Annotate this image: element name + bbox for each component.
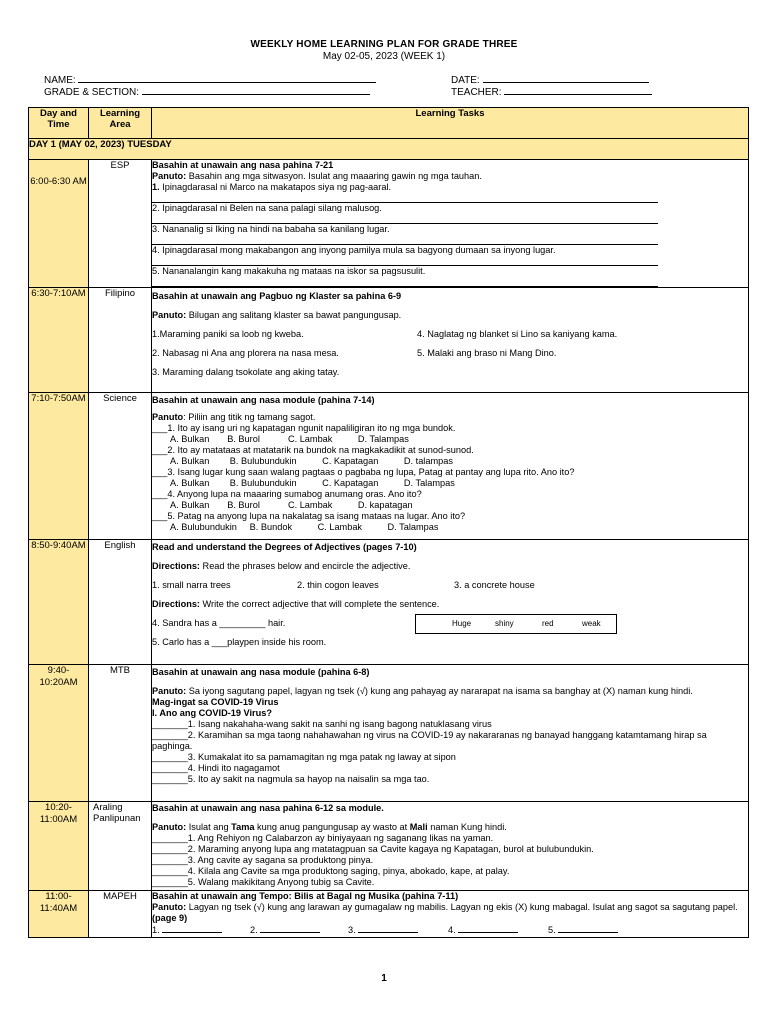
choices: A. Bulkan B. Burol C. Lambak D. Talampas [170,434,409,444]
answer-blank [162,924,222,933]
document-subtitle: May 02-05, 2023 (WEEK 1) [322,51,446,62]
name-line [78,73,376,83]
blank-number: 5. [548,925,556,935]
date-line [483,73,649,83]
panuto-text: naman Kung hindi. [427,822,507,832]
answer-blank [260,924,320,933]
list-item: 4. Sandra has a _________ hair. [152,618,286,628]
task-heading: Basahin at unawain ang Pagbuo ng Klaster sa pahina 6-9 [152,291,402,301]
tasks-cell [152,891,749,938]
grade-section-field [44,85,370,98]
answer-line [152,235,658,245]
task-heading: Read and understand the Degrees of Adjectives (pages 7-10) [152,542,417,552]
name-label: NAME: [44,75,76,86]
keyword-mali: Mali [409,822,428,832]
choices: A. Bulkan B. Burol C. Lambak D. kapatagan [170,500,413,510]
list-item: _______2. Maraming anyong lupa ang matatagpuan sa Cavite kagaya ng Kapatagan, burol at bulubundukin. [152,844,594,854]
panuto-text: Sa iyong sagutang papel, lagyan ng tsek (√) kung ang pahayag ay nararapat na isama sa banghay at (X) naman kung hindi. [186,686,693,696]
list-item: _______1. Isang nakahaha-wang sakit na sanhi ng isang bagong natuklasang virus [152,719,492,729]
panuto-text: Basahin ang mga sitwasyon. Isulat ang maaaring gawin ng mga tauhan. [186,171,482,181]
list-item: _______1. Ang Rehiyon ng Calabarzon ay biniyayaan ng saganang likas na yaman. [152,833,494,843]
time-cell: 10:20-11:00AM [29,802,89,891]
answer-line [152,193,658,203]
task-heading: Basahin at unawain ang nasa module (pahina 7-14) [152,395,375,405]
word-bank-item: shiny [495,619,514,628]
time-cell: 6:00-6:30 AM [29,160,89,288]
header-learning-tasks: Learning Tasks [152,108,749,139]
directions-label: Directions: [152,599,200,609]
panuto-label: Panuto: [152,310,187,320]
item-number: 1. [152,182,160,192]
day1-label: DAY 1 (MAY 02, 2023) TUESDAY [29,139,749,160]
list-item: 4. Naglatag ng blanket si Lino sa kaniyang kama. [417,329,618,339]
list-item: 3. Maraming dalang tsokolate ang aking tatay. [152,367,340,377]
panuto-text: Isulat ang [186,822,232,832]
word-bank-item: weak [582,619,601,628]
question: ___3. Isang lugar kung saan walang pagtaas o pagbaba ng lupa, Patag at pantay ang lupa rito. Ano ito? [152,467,575,477]
time-cell: 9:40-10:20AM [29,665,89,802]
area-cell: Science [89,393,152,540]
panuto-label: Panuto: [152,902,187,912]
task-heading: Basahin at unawain ang Tempo: Bilis at Bagal ng Musika (pahina 7-11) [152,891,459,901]
panuto-label: Panuto: [152,822,187,832]
question: ___5. Patag na anyong lupa na nakalatag sa isang mataas na lugar. Ano ito? [152,511,466,521]
time-cell: 8:50-9:40AM [29,540,89,665]
directions-text: Read the phrases below and encircle the adjective. [200,561,411,571]
header-day-time: Day and Time [29,108,89,139]
list-item: 2. Nabasag ni Ana ang plorera na nasa mesa. [152,348,339,358]
area-cell: MAPEH [89,891,152,938]
teacher-label: TEACHER: [451,87,502,98]
table-row [29,665,749,802]
teacher-line [504,85,652,95]
table-header-row [29,108,749,139]
directions-text: Write the correct adjective that will complete the sentence. [200,599,440,609]
header-learning-area: Learning Area [89,108,152,139]
answer-blank [358,924,418,933]
table-row [29,160,749,288]
tasks-cell [152,288,749,393]
task-heading: Basahin at unawain ang nasa module (pahina 6-8) [152,667,370,677]
answer-line [152,214,658,224]
question: ___1. Ito ay isang uri ng kapatagan ngunit napaliligiran ito ng mga bundok. [152,423,456,433]
list-item: _______2. Karamihan sa mga taong nahahawahan ng virus na COVID-19 ay nakararanas ng banayad hanggang katamtamang hirap sa paghinga. [152,730,707,751]
table-row [29,891,749,938]
page-number: 1 [381,973,387,984]
word-bank [415,614,617,634]
list-item: 4. Ipinagdarasal mong makabangon ang inyong pamilya mula sa bagyong dumaan sa inyong lugar. [152,245,556,255]
question: ___4. Anyong lupa na maaaring sumabog anumang oras. Ano ito? [152,489,422,499]
table-row [29,540,749,665]
panuto-label: Panuto: [152,686,187,696]
list-item: 3. Nananalig si Iking na hindi na babaha sa kanilang lugar. [152,224,390,234]
area-cell: English [89,540,152,665]
subheading: Mag-ingat sa COVID-19 Virus [152,697,279,707]
list-item: Ipinagdarasal ni Marco na makatapos siya ng pag-aaral. [159,182,392,192]
panuto-label: Panuto [152,412,184,422]
tasks-cell [152,665,749,802]
teacher-field [451,85,652,98]
choices: A. Bulkan B. Bulubundukin C. Kapatagan D. talampas [170,456,453,466]
learning-plan-table [28,107,749,938]
list-item: 2. Ipinagdarasal ni Belen na sana palagi silang malusog. [152,203,382,213]
list-item: _______4. Hindi ito nagagamot [152,763,280,773]
list-item: 5. Malaki ang braso ni Mang Dino. [417,348,557,358]
panuto-text: kung anug pangungusap ay wasto at [254,822,410,832]
list-item: 3. a concrete house [454,580,535,590]
grade-section-line [142,85,370,95]
panuto-label: Panuto: [152,171,187,181]
panuto-text: : Piliin ang titik ng tamang sagot. [183,412,316,422]
list-item: _______4. Kilala ang Cavite sa mga produktong saging, pinya, abokado, kape, at palay. [152,866,510,876]
answer-line [152,256,658,266]
time-cell: 11:00-11:40AM [29,891,89,938]
blank-number: 3. [348,925,356,935]
keyword-tama: Tama [231,822,255,832]
list-item: _______3. Kumakalat ito sa pamamagitan ng mga patak ng laway at sipon [152,752,456,762]
table-row [29,393,749,540]
list-item: _______5. Ito ay sakit na nagmula sa hayop na naisalin sa mga tao. [152,774,430,784]
answer-line [152,277,658,287]
date-label: DATE: [451,75,480,86]
table-row [29,288,749,393]
list-item: 5. Carlo has a ___playpen inside his room. [152,637,327,647]
blank-number: 4. [448,925,456,935]
panuto-text: Bilugan ang salitang klaster sa bawat pangungusap. [186,310,402,320]
area-cell: MTB [89,665,152,802]
list-item: 1.Maraming paniki sa loob ng kweba. [152,329,304,339]
task-heading: Basahin at unawain ang nasa pahina 6-12 sa module. [152,803,384,813]
choices: A. Bulkan B. Bulubundukin C. Kapatagan D. Talampas [170,478,455,488]
answer-blank [458,924,518,933]
word-bank-item: red [542,619,554,628]
day1-row [29,139,749,160]
time-cell: 6:30-7:10AM [29,288,89,393]
directions-label: Directions: [152,561,200,571]
panuto-text: Lagyan ng tsek (√) kung ang larawan ay gumagalaw ng mabilis. Lagyan ng ekis (X) kung mabagal. Isulat ang sagot sa sagutang papel. [186,902,738,912]
question: ___2. Ito ay matataas at matatarik na bundok na magkakadikit at sunod-sunod. [152,445,474,455]
list-item: _______3. Ang cavite ay sagana sa produktong pinya. [152,855,374,865]
choices: A. Bulubundukin B. Bundok C. Lambak D. Talampas [170,522,439,532]
area-cell: Filipino [89,288,152,393]
task-heading: Basahin at unawain ang nasa pahina 7-21 [152,160,334,170]
answer-blank [558,924,618,933]
blank-number: 1. [152,925,160,935]
tasks-cell [152,160,749,288]
list-item: 5. Nananalangin kang makakuha ng mataas na iskor sa pagsusulit. [152,266,426,276]
area-cell: ESP [89,160,152,288]
list-item: 2. thin cogon leaves [297,580,379,590]
grade-section-label: GRADE & SECTION: [44,87,140,98]
tasks-cell [152,802,749,891]
answer-blanks [152,924,748,936]
tasks-cell [152,540,749,665]
list-item: 1. small narra trees [152,580,231,590]
subheading: I. Ano ang COVID-19 Virus? [152,708,272,718]
tasks-cell [152,393,749,540]
time-cell: 7:10-7:50AM [29,393,89,540]
page-reference: (page 9) [152,913,188,923]
table-row [29,802,749,891]
list-item: _______5. Walang makikitang Anyong tubig sa Cavite. [152,877,375,887]
word-bank-item: Huge [452,619,472,628]
area-cell: Araling Panlipunan [89,802,152,891]
blank-number: 2. [250,925,258,935]
document-title: WEEKLY HOME LEARNING PLAN FOR GRADE THREE [250,39,518,50]
